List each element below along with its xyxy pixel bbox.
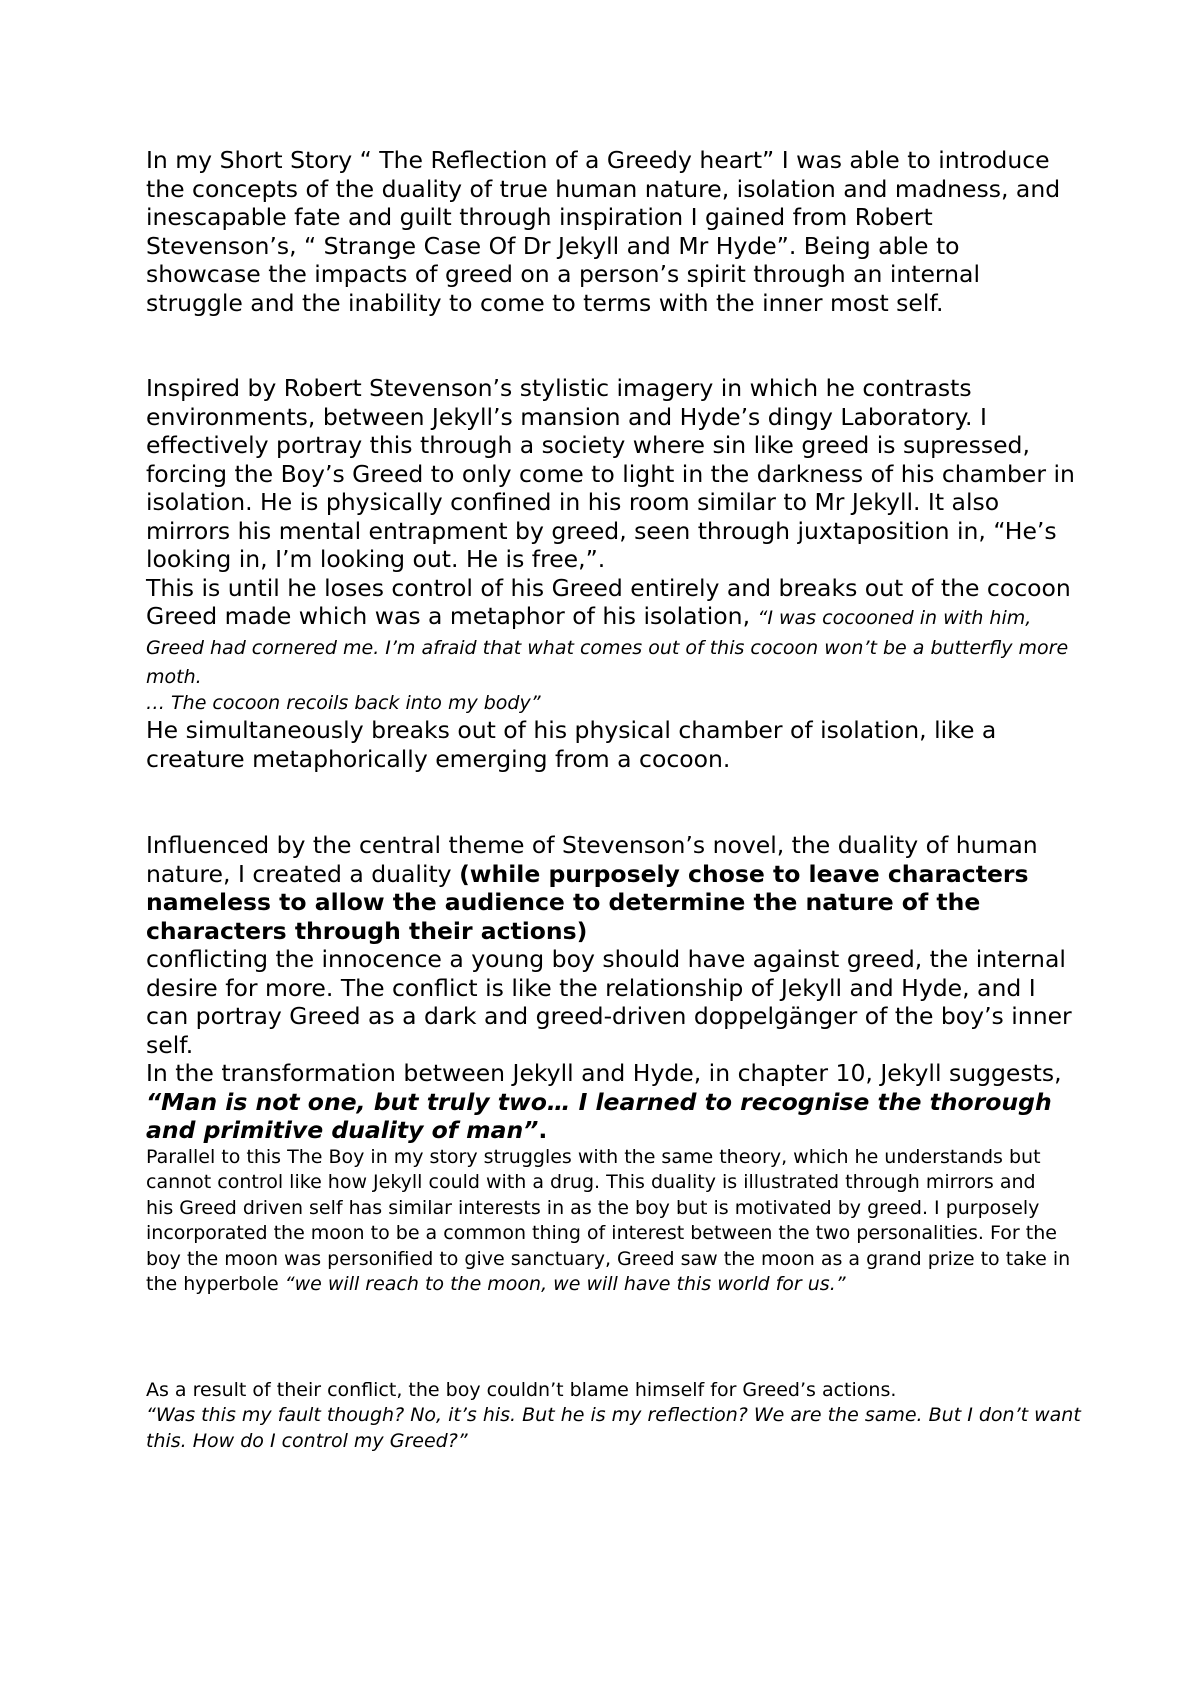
cocoon-quote-end: … The cocoon recoils back into my body” [146,691,541,714]
parallel-paragraph: Parallel to this The Boy in my story struggles with the same theory, which he understands but cannot control like how Jekyll could with a drug. This duality is illustrated through mirrors and [146,1145,1041,1193]
document-body [146,146,1081,1454]
jekyll-quote-end: . [538,1116,548,1144]
conflict-paragraph: conflicting the innocence a young boy should have against greed, the internal desire for more. The conflict is like the relationship of Jekyll and Hyde, and I can portray Greed as a dark and greed-driven doppelgänger of the boy’s inner self. [146,945,1072,1059]
moon-quote: “we will reach to the moon, we will have this world for us.” [284,1273,846,1295]
cocoon-quote: “I was cocooned in with him, Greed had cornered me. I’m afraid that what comes out of this cocoon won’t be a butterfly more moth. [146,607,1069,688]
blame-paragraph: As a result of their conflict, the boy couldn’t blame himself for Greed’s actions. [146,1378,897,1401]
duality-bold-note: (while purposely chose to leave characters nameless to allow the audience to determine the nature of the characters through their actions) [146,859,1029,945]
duality-paragraph [146,831,1081,945]
moon-text: his Greed driven self has similar interests in as the boy but is motivated by greed. I purposely incorporated the moon to be a common thing of interest between the two personalities. For the boy the moon was personified to give sanctuary, Greed saw the moon as a grand prize to take in the hyperbole [146,1196,1071,1295]
emerging-paragraph: He simultaneously breaks out of his physical chamber of isolation, like a creature metaphorically emerging from a cocoon. [146,716,997,773]
cocoon-text: This is until he loses control of his Greed entirely and breaks out of the cocoon Greed made which was a metaphor of his isolation, [146,573,1071,630]
transformation-paragraph: In the transformation between Jekyll and Hyde, in chapter 10, Jekyll suggests, [146,1059,1062,1087]
jekyll-quote: “Man is not one, but truly two… I learned to recognise the thorough and primitive duality of man” [146,1087,1052,1144]
fault-quote: “Was this my fault though? No, it’s his. But he is my reflection? We are the same. But I don’t want this. How do I control my Greed?” [146,1404,1081,1452]
intro-paragraph: In my Short Story “ The Reflection of a Greedy heart” I was able to introduce the concepts of the duality of true human nature, isolation and madness, and inescapable fate and guilt through inspiration I gained from Robert Stevenson’s, “ Strange Case Of Dr Jekyll and Mr Hyde”. Being able to showcase the impacts of greed on a person’s spirit through an internal struggle and the inability to come to terms with the inner most self. [146,146,1061,317]
imagery-paragraph: Inspired by Robert Stevenson’s stylistic imagery in which he contrasts environments, between Jekyll’s mansion and Hyde’s dingy Laboratory. I effectively portray this through a society where sin like greed is supressed, forcing the Boy’s Greed to only come to light in the darkness of his chamber in isolation. He is physically confined in his room similar to Mr Jekyll. It also mirrors his mental entrapment by greed, seen through juxtaposition in, “He’s looking in, I’m looking out. He is free,”. [146,374,1075,573]
jekyll-quote-paragraph [146,1088,1081,1145]
cocoon-paragraph [146,574,1081,691]
duality-text: Influenced by the central theme of Stevenson’s novel, the duality of human nature, I created a duality [146,831,1038,888]
moon-paragraph [146,1196,1081,1298]
